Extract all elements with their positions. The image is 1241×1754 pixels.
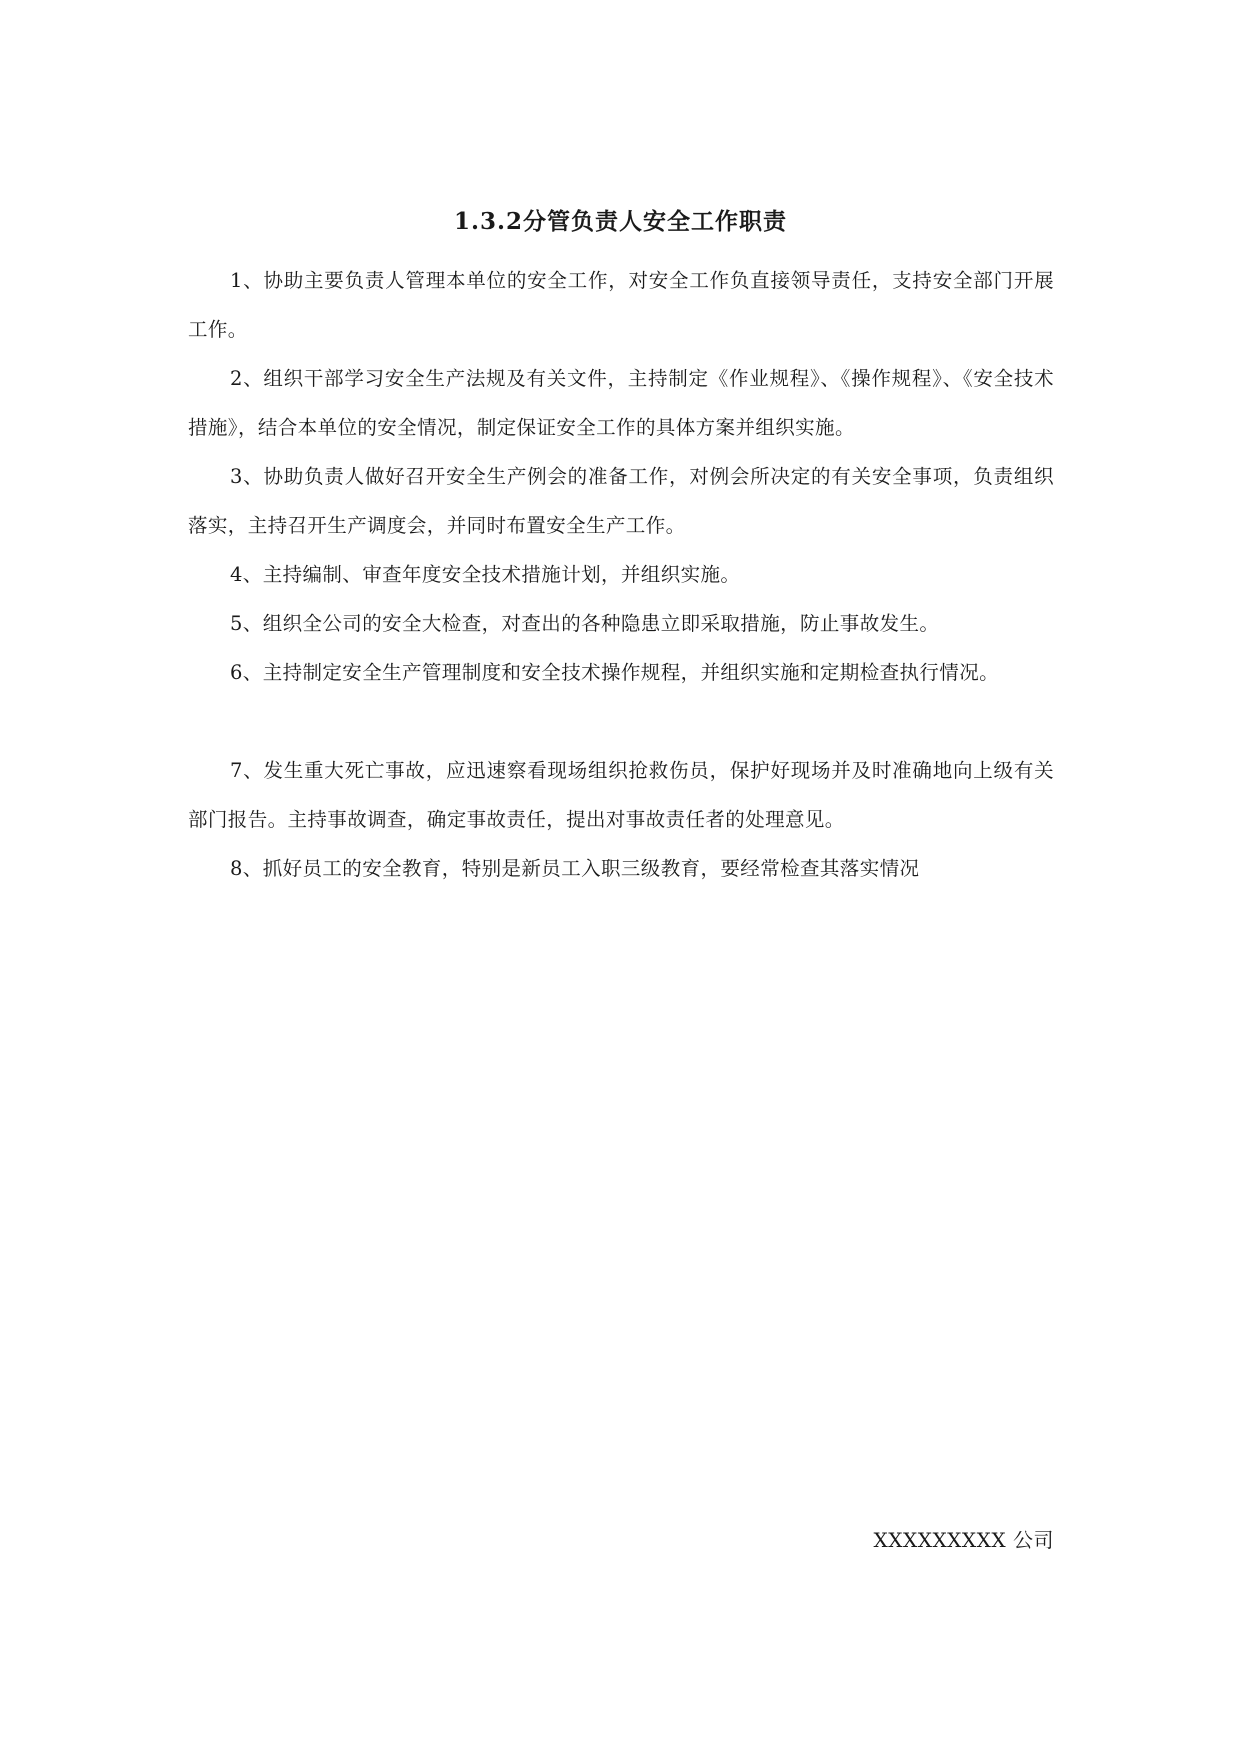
paragraph-3: 3、协助负责人做好召开安全生产例会的准备工作，对例会所决定的有关安全事项，负责组织落实，主持召开生产调度会，并同时布置安全生产工作。: [188, 465, 1054, 537]
paragraph-7: 7、发生重大死亡事故，应迅速察看现场组织抢救伤员，保护好现场并及时准确地向上级有关部门报告。主持事故调查，确定事故责任，提出对事故责任者的处理意见。: [188, 759, 1054, 831]
paragraph-8: 8、抓好员工的安全教育，特别是新员工入职三级教育，要经常检查其落实情况: [230, 857, 920, 880]
document-body: [188, 256, 1054, 893]
paragraph-2: 2、组织干部学习安全生产法规及有关文件，主持制定《作业规程》、《操作规程》、《安全技术措施》，结合本单位的安全情况，制定保证安全工作的具体方案并组织实施。: [188, 367, 1054, 439]
paragraph-6: 6、主持制定安全生产管理制度和安全技术操作规程，并组织实施和定期检查执行情况。: [230, 661, 1000, 684]
paragraph-1: 1、协助主要负责人管理本单位的安全工作，对安全工作负直接领导责任，支持安全部门开展工作。: [188, 269, 1054, 341]
document-title: 1.3.2分管负责人安全工作职责: [453, 208, 788, 235]
company-signature: XXXXXXXXX 公司: [873, 1528, 1054, 1552]
paragraph-5: 5、组织全公司的安全大检查，对查出的各种隐患立即采取措施，防止事故发生。: [230, 612, 940, 635]
paragraph-4: 4、主持编制、审查年度安全技术措施计划，并组织实施。: [230, 563, 741, 586]
